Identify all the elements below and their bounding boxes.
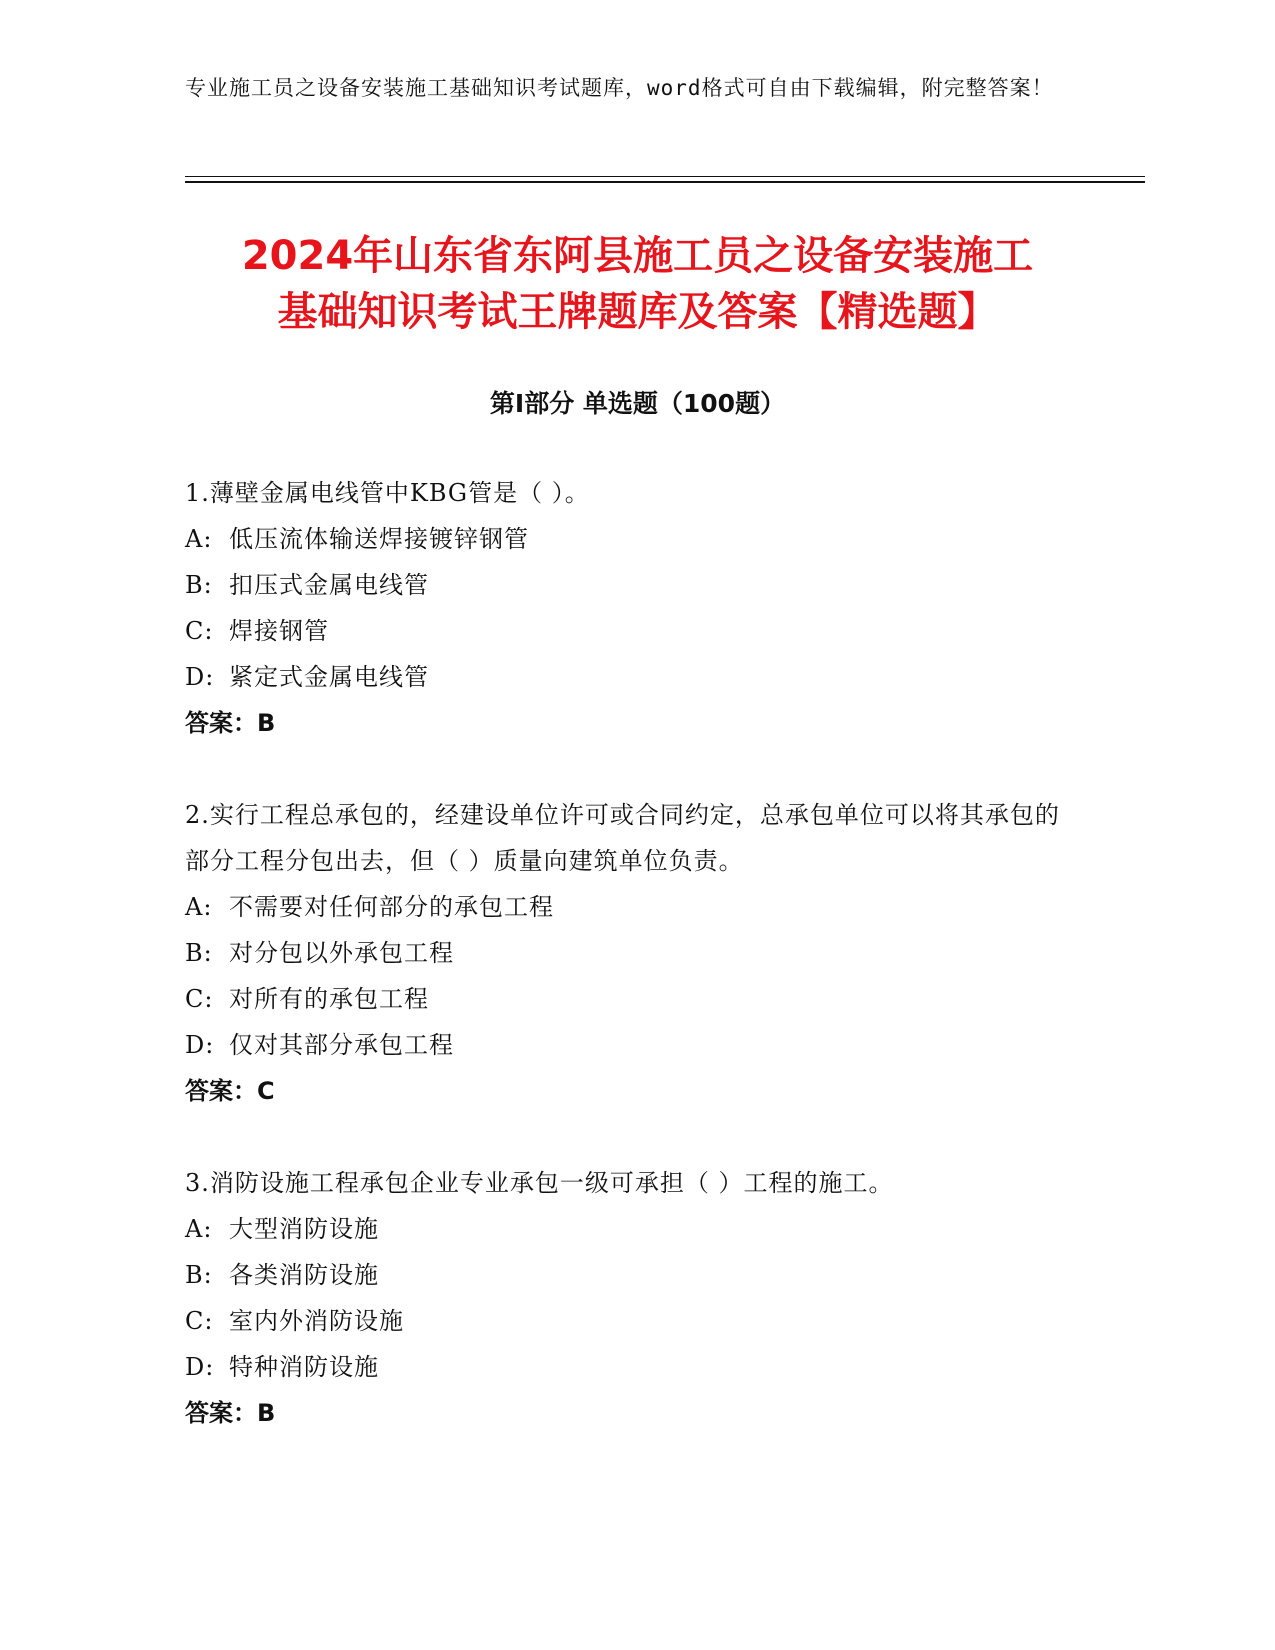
option-text: 低压流体输送焊接镀锌钢管 <box>229 525 529 553</box>
question-stem: 2.实行工程总承包的，经建设单位许可或合同约定，总承包单位可以将其承包的部分工程分包出去，但（ ）质量向建筑单位负责。 <box>185 801 1060 875</box>
option-letter: A: <box>185 525 213 553</box>
option-b <box>185 1252 1065 1298</box>
option-text: 对所有的承包工程 <box>229 985 429 1013</box>
option-letter: C: <box>185 617 214 645</box>
header-note: 专业施工员之设备安装施工基础知识考试题库，word格式可自由下载编辑，附完整答案！ <box>185 76 1054 100</box>
option-text: 各类消防设施 <box>229 1261 379 1289</box>
option-c <box>185 608 1065 654</box>
option-a <box>185 516 1065 562</box>
option-letter: B: <box>185 1261 213 1289</box>
option-letter: A: <box>185 893 213 921</box>
document-title <box>150 228 1125 340</box>
option-text: 仅对其部分承包工程 <box>229 1031 454 1059</box>
option-text: 对分包以外承包工程 <box>229 939 454 967</box>
question-stem: 3.消防设施工程承包企业专业承包一级可承担（ ）工程的施工。 <box>185 1169 894 1197</box>
question-list <box>185 470 1065 1482</box>
option-c <box>185 1298 1065 1344</box>
option-text: 扣压式金属电线管 <box>229 571 429 599</box>
option-d <box>185 1022 1065 1068</box>
question-stem: 1.薄壁金属电线管中KBG管是（ ）。 <box>185 479 590 507</box>
option-b <box>185 930 1065 976</box>
question-2 <box>185 792 1065 1114</box>
option-text: 焊接钢管 <box>229 617 329 645</box>
document-title-line-1: 2024年山东省东阿县施工员之设备安装施工 <box>241 233 1034 279</box>
option-letter: D: <box>185 1031 215 1059</box>
option-text: 不需要对任何部分的承包工程 <box>229 893 554 921</box>
option-d <box>185 654 1065 700</box>
section-heading: 第Ⅰ部分 单选题（100题） <box>489 389 786 418</box>
option-letter: B: <box>185 571 213 599</box>
option-a <box>185 1206 1065 1252</box>
option-letter: B: <box>185 939 213 967</box>
option-letter: C: <box>185 985 214 1013</box>
option-text: 特种消防设施 <box>229 1353 379 1381</box>
answer-line: 答案：C <box>185 1077 275 1105</box>
option-text: 大型消防设施 <box>229 1215 379 1243</box>
option-letter: D: <box>185 663 215 691</box>
answer-line: 答案：B <box>185 709 276 737</box>
document-title-line-2: 基础知识考试王牌题库及答案【精选题】 <box>277 289 998 335</box>
option-letter: D: <box>185 1353 215 1381</box>
header-divider-thick <box>185 181 1145 183</box>
option-b <box>185 562 1065 608</box>
question-3 <box>185 1160 1065 1436</box>
option-text: 室内外消防设施 <box>229 1307 404 1335</box>
header-divider-thin <box>185 176 1145 177</box>
question-1 <box>185 470 1065 746</box>
option-letter: C: <box>185 1307 214 1335</box>
option-c <box>185 976 1065 1022</box>
option-d <box>185 1344 1065 1390</box>
answer-line: 答案：B <box>185 1399 276 1427</box>
option-a <box>185 884 1065 930</box>
option-letter: A: <box>185 1215 213 1243</box>
option-text: 紧定式金属电线管 <box>229 663 429 691</box>
